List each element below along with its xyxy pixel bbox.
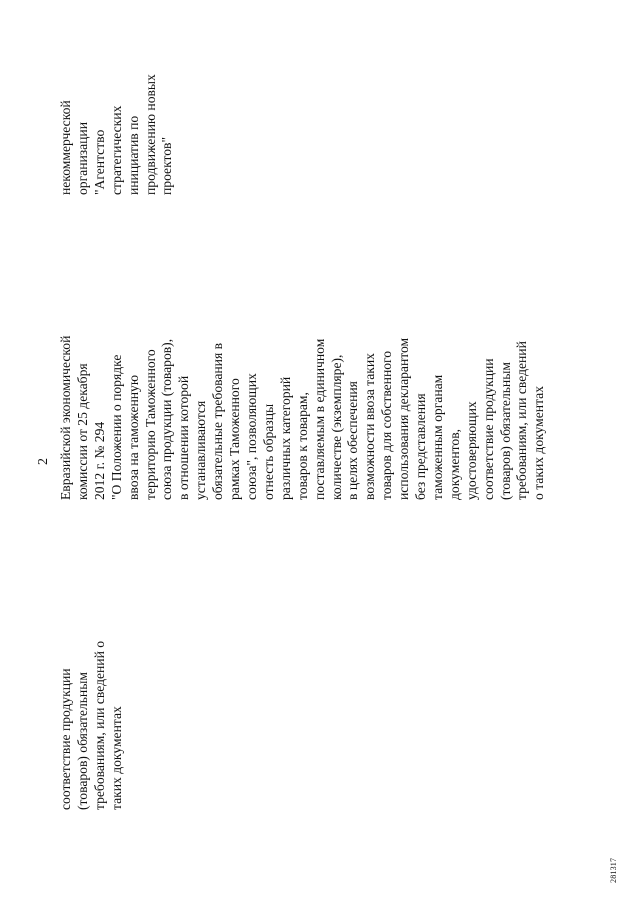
text-line: комиссии от 25 декабря	[74, 363, 90, 500]
text-line: отнесть образцы	[260, 403, 276, 500]
table-cell-column-1	[58, 641, 126, 810]
text-line: проектов"	[159, 136, 175, 195]
text-line: количестве (экземпляре),	[328, 354, 344, 500]
text-line: некоммерческой	[58, 100, 73, 195]
text-line: документов,	[446, 428, 462, 500]
text-line: рамках Таможенного	[227, 378, 243, 500]
text-line: организации	[74, 122, 90, 195]
text-line: поставляемым в единичном	[311, 338, 327, 500]
text-line: соответствие продукции	[58, 668, 73, 810]
text-line: о таких документах	[531, 385, 547, 500]
text-line: в целях обеспечения	[345, 381, 361, 500]
text-line: использования декларантом	[396, 337, 412, 500]
text-line: различных категорий	[277, 376, 293, 500]
text-line: (товаров) обязательным	[497, 362, 513, 500]
text-line: без представления	[413, 393, 429, 500]
text-line: инициатив по	[125, 115, 141, 195]
text-line: союза", позволяющих	[243, 373, 259, 500]
text-line: возможности ввоза таких	[362, 353, 378, 500]
text-line: удостоверяющих	[463, 401, 479, 500]
text-line: товаров к товарам,	[294, 392, 310, 500]
text-line: соответствие продукции	[480, 358, 496, 500]
text-line: Евразийской экономической	[58, 335, 73, 500]
text-line: территорию Таможенного	[142, 349, 158, 500]
text-line: таких документах	[108, 706, 124, 810]
text-line: требованиям, или сведений о	[91, 640, 107, 810]
text-line: "Агентство	[91, 129, 107, 195]
text-line: требованиям, или сведений	[514, 341, 530, 500]
page-number: 2	[36, 458, 51, 465]
text-line: (товаров) обязательным	[74, 672, 90, 810]
table-cell-column-3	[58, 74, 176, 195]
text-line: продвижению новых	[142, 74, 158, 195]
text-line: стратегических	[108, 105, 124, 195]
table-cell-column-2	[58, 336, 548, 500]
text-line: ввоза на таможенную	[125, 375, 141, 500]
text-line: обязательные требования в	[210, 342, 226, 500]
text-line: таможенным органам	[429, 374, 445, 500]
text-line: союза продукции (товаров),	[159, 338, 175, 500]
text-line: товаров для собственного	[379, 350, 395, 500]
text-line: 2012 г. № 294	[91, 421, 107, 500]
document-code: 281317	[609, 857, 618, 883]
text-line: в отношении которой	[176, 375, 192, 500]
text-line: устанавливаются	[193, 400, 209, 500]
text-line: "О Положении о порядке	[108, 354, 124, 500]
